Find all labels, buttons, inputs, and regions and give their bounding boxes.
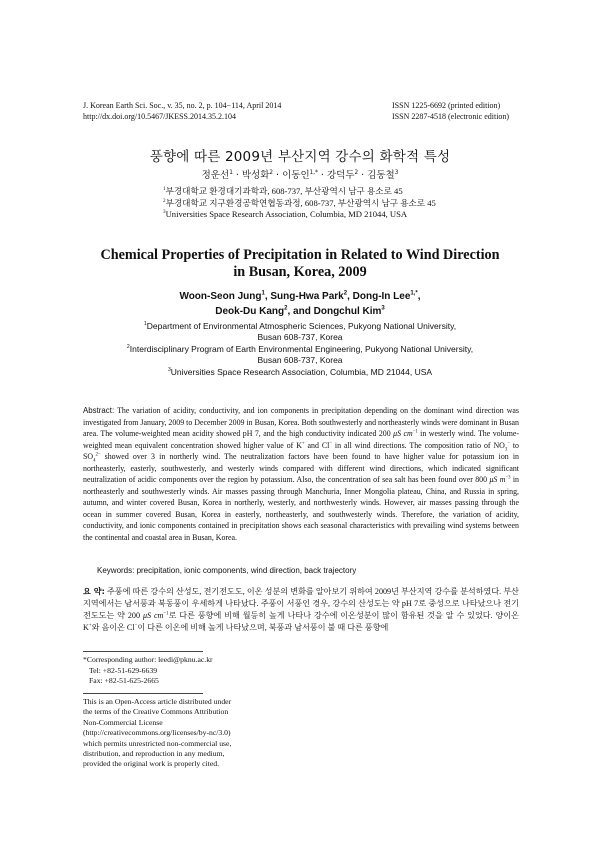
english-title-line1: Chemical Properties of Precipitation in Related to Wind Direction [100,247,500,263]
author-separator: · [358,170,368,181]
author-separator: , [417,291,421,302]
english-affiliation [0,321,600,332]
english-author-mark: 1,* [410,290,418,297]
journal-line: J. Korean Earth Sci. Soc., v. 35, no. 2, p. 104−114, April 2014 [83,101,282,110]
footnote-divider [83,651,203,652]
telephone: Tel: +82-51-629-6639 [89,665,158,675]
affiliation-line2: Busan 608-737, Korea [257,332,343,343]
korean-abstract-label: 요 약: [83,586,105,596]
affiliation-line1: Interdisciplinary Program of Earth Environmental Engineering, Pukyong National University, [129,343,474,354]
korean-affiliation [163,198,436,210]
korean-author-mark: 3 [394,169,399,176]
abstract-label: Abstract: [83,406,115,415]
affiliation-line1: Department of Environmental Atmospheric Sciences, Pukyong National University, [146,321,457,331]
english-author-name: Sung-Hwa Park [270,291,344,302]
korean-author-name: 강덕두 [326,170,355,181]
korean-author-mark: 1 [229,169,233,176]
affiliation-mark: 3 [167,366,171,373]
issn-print: ISSN 1225-6692 (printed edition) [392,101,501,110]
issn-block [392,100,509,122]
english-title-line2: in Busan, Korea, 2009 [233,264,367,280]
affiliation-text: 부경대학교 지구환경공학연협동과정, 608-737, 부산광역시 남구 용소로 45 [165,197,436,208]
affiliation-mark: 2 [126,343,130,350]
korean-affiliation [163,209,436,221]
korean-author-mark: 2 [354,169,359,176]
english-author-mark: 2 [343,290,348,297]
english-authors-line2 [0,305,600,320]
korean-authors [0,167,600,181]
korean-author-mark: 2 [269,169,274,176]
korean-author-name: 박성화 [241,170,270,181]
korean-author-mark: 1,* [309,169,318,176]
korean-author-name: 정운선 [201,170,230,181]
keywords: Keywords: precipitation, ionic components, wind direction, back trajectory [97,566,357,575]
korean-author-name: 이동인 [282,170,310,181]
license-divider [83,693,203,694]
affiliation-text: 부경대학교 환경대기과학과, 608-737, 부산광역시 남구 용소로 45 [165,186,403,196]
english-author-mark: 1 [261,290,265,297]
english-abstract: Abstract: The variation of acidity, conductivity, and ion components in precipitation depending on the dominant wind direction was investigated from January, 2009 to December 2009 in Busan, Korea. Both southwesterly and northeasterly winds were dominant in Busan area. The volume-weighted mean acidity showed pH 7, and the high conductivity indicated 200 μS $cm^{-1}$ in westerly wind. The volume-weighted mean equivalent concentration showed higher value of K+ and Cl− in all wind directions. The composition ratio of $NO_3^-$ to $SO_4^{2-}$ showed over 3 in northerly wind. The neutralization factors have been found to have higher value for potassium ion in northeasterly, easterly, southwesterly, and westerly winds compared with different wind directions, which indicated significant neutralization of acidic components over the region by potassium. Also, the concentration of sea salt has been found over 800 μS $m^{-3}$ in northeasterly and southwesterly winds. Air masses passing through Manchuria, Inner Mongolia plateau, China, and Russia in spring, autumn, and winter covered Busan, Korea in northerly, westerly, and northwesterly winds. However, air masses passing through the ocean in summer covered Busan, Korea in easterly, northeasterly, and southwesterly winds. Therefore, the variation of acidity, conductivity, and ionic components contained in precipitation shows each seasonal characteristics with prevailing wind systems between the continental and coastal area in Busan, Korea. [83,406,519,543]
korean-affiliation [163,186,436,198]
english-author-name: Deok-Du Kang [215,305,285,317]
doi-link[interactable]: http://dx.doi.org/10.5467/JKESS.2014.35.2.104 [83,112,236,121]
korean-author-name: 김동철 [367,170,395,181]
author-separator: · [317,170,327,181]
english-authors [0,290,600,319]
affiliation-mark: 3 [163,209,166,216]
affiliation-text: Universities Space Research Association, Columbia, MD 21044, USA [165,209,408,219]
korean-affiliations [163,186,436,221]
english-affiliation [0,344,600,355]
license-notice: This is an Open-Access article distributed under the terms of the Creative Commons Attribution Non-Commercial License (http://creativecommons.org/licenses/by-nc/3.0) which permits unrestricted non-commercial use, distribution, and reproduction in any medium, provided the original work is properly cited. [83,697,232,769]
affiliation-line2: Busan 608-737, Korea [257,355,343,366]
affiliation-line1: Universities Space Research Association, Columbia, MD 21044, USA [170,366,433,377]
english-authors-line1 [0,290,600,305]
author-separator: · [232,170,242,181]
english-author-mark: 2 [284,305,288,312]
affiliation-mark: 2 [163,197,166,204]
fax: Fax: +82-51-625-2665 [89,676,159,685]
english-author-mark: 3 [381,305,385,312]
english-affiliation [0,367,600,378]
korean-title: 풍향에 따른 2009년 부산지역 강수의 화학적 특성 [149,149,451,165]
english-author-name: Dongchul Kim [313,305,382,317]
english-title [0,247,600,281]
english-affiliations [0,321,600,378]
author-separator: , [264,291,271,302]
correspondence-block [83,655,213,687]
author-separator: · [273,170,283,181]
affiliation-mark: 1 [143,321,147,328]
journal-citation [83,100,281,122]
author-separator: , [347,291,353,302]
issn-electronic: ISSN 2287-4518 (electronic edition) [392,112,510,121]
english-author-name: Woon-Seon Jung [179,291,262,302]
corresponding-author: *Corresponding author: leedi@pknu.ac.kr [83,655,213,664]
author-separator: , and [287,305,314,317]
korean-abstract: 요 약: 주풍에 따른 강수의 산성도, 전기전도도, 이온 성분의 변화를 알아보기 위하여 2009년 부산지역 강수를 분석하였다. 부산지역에서는 남서풍과 북동풍이 우세하게 나타났다. 주풍이 서풍인 경우, 강수의 산성도는 약 pH 7로 중성으로 나타났으나 전기전도도는 약 200 μS $cm^{-1}$로 다른 풍향에 비해 월등히 높게 나타나 강수에 이온성분이 많이 함유된 것을 알 수 있었다. 양이온 K+와 음이온 Cl−이 다른 이온에 비해 높게 나타났으며, 북풍과 남서풍이 불 때 다른 풍향에 [83,586,519,632]
english-author-name: Dong-In Lee [352,291,411,302]
affiliation-mark: 1 [163,186,166,193]
